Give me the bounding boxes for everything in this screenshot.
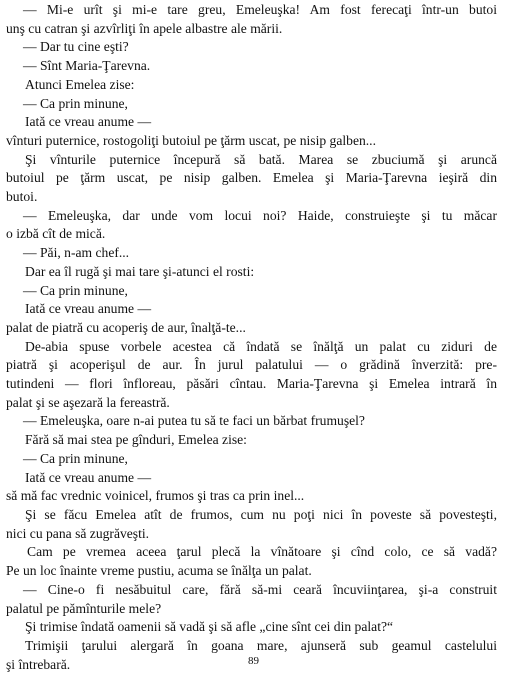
text-line: vînturi puternice, rostogoliţi butoiul pe ţărm uscat, pe nisip galben... bbox=[6, 132, 376, 148]
text-line: — Mi-e urît şi mi-e tare greu, Emeleuşka! Am fost ferecaţi într-un butoi bbox=[23, 2, 497, 17]
text-line: — Sînt Maria-Ţarevna. bbox=[23, 58, 151, 74]
text-line: butoiul pe ţărm uscat, pe nisip galben. Emelea şi Maria-Ţarevna ieşiră din bbox=[6, 170, 497, 186]
page-number: 89 bbox=[248, 655, 259, 667]
text-line: Trimişii ţarului alergară în goana mare, ajunseră sub geamul castelului bbox=[25, 637, 497, 653]
text-line: Cam pe vremea aceea ţarul plecă la vînătoare şi cînd colo, ce să vadă? bbox=[27, 544, 497, 560]
text-line: palatul pe pămînturile mele? bbox=[6, 600, 162, 616]
text-line: — Ca prin minune, bbox=[23, 282, 128, 298]
body-text bbox=[6, 1, 497, 674]
text-line: palat de piatră cu acoperiş de aur, înalţă-te... bbox=[6, 319, 246, 335]
text-line: — Ca prin minune, bbox=[23, 450, 128, 466]
text-line: unş cu catran şi azvîrliţi în apele albastre ale mării. bbox=[6, 20, 283, 36]
text-line: Iată ce vreau anume — bbox=[25, 469, 152, 485]
text-line: o izbă cît de mică. bbox=[6, 226, 106, 242]
text-line: Atunci Emelea zise: bbox=[25, 76, 135, 92]
text-line: — Ca prin minune, bbox=[23, 95, 128, 111]
text-line: Fără să mai stea pe gînduri, Emelea zise: bbox=[25, 432, 247, 448]
text-line: Şi vînturile puternice începură să bată. Marea se zbuciumă şi aruncă bbox=[25, 151, 497, 167]
text-line: piatră şi acoperişul de aur. În jurul palatului — o grădină înverzită: pre- bbox=[6, 357, 497, 373]
text-line: palat şi se aşezară la fereastră. bbox=[6, 394, 170, 410]
text-line: — Păi, n-am chef... bbox=[23, 245, 130, 261]
text-line: — Emeleuşka, oare n-ai putea tu să te faci un bărbat frumuşel? bbox=[23, 413, 365, 429]
text-line: Iată ce vreau anume — bbox=[25, 114, 152, 130]
text-line: butoi. bbox=[6, 189, 38, 205]
text-line: — Emeleuşka, dar unde vom locui noi? Haide, construieşte şi tu măcar bbox=[23, 207, 497, 223]
text-line: — Dar tu cine eşti? bbox=[23, 39, 129, 55]
text-line: De-abia spuse vorbele acestea că îndată se înălţă un palat cu ziduri de bbox=[25, 338, 497, 354]
text-line: şi întrebară. bbox=[6, 656, 71, 672]
text-line: Şi se făcu Emelea atît de frumos, cum nu poţi nici în poveste să povesteşti, bbox=[25, 506, 497, 522]
text-line: să mă fac vrednic voinicel, frumos şi tras ca prin inel... bbox=[6, 488, 305, 504]
text-line: Pe un loc înainte vreme pustiu, acuma se înălţa un palat. bbox=[6, 563, 312, 579]
text-line: tutindeni — flori înfloreau, păsări cîntau. Maria-Ţarevna şi Emelea intrară în bbox=[6, 376, 497, 392]
text-line: Iată ce vreau anume — bbox=[25, 301, 152, 317]
text-line: — Cine-o fi nesăbuitul care, fără să-mi ceară încuviinţarea, şi-a construit bbox=[23, 581, 497, 597]
text-line: Dar ea îl rugă şi mai tare şi-atunci el rosti: bbox=[25, 263, 255, 279]
text-line: nici cu pana să zugrăveşti. bbox=[6, 525, 150, 541]
text-line: Şi trimise îndată oamenii să vadă şi să afle „cine sînt cei din palat?“ bbox=[25, 619, 394, 635]
